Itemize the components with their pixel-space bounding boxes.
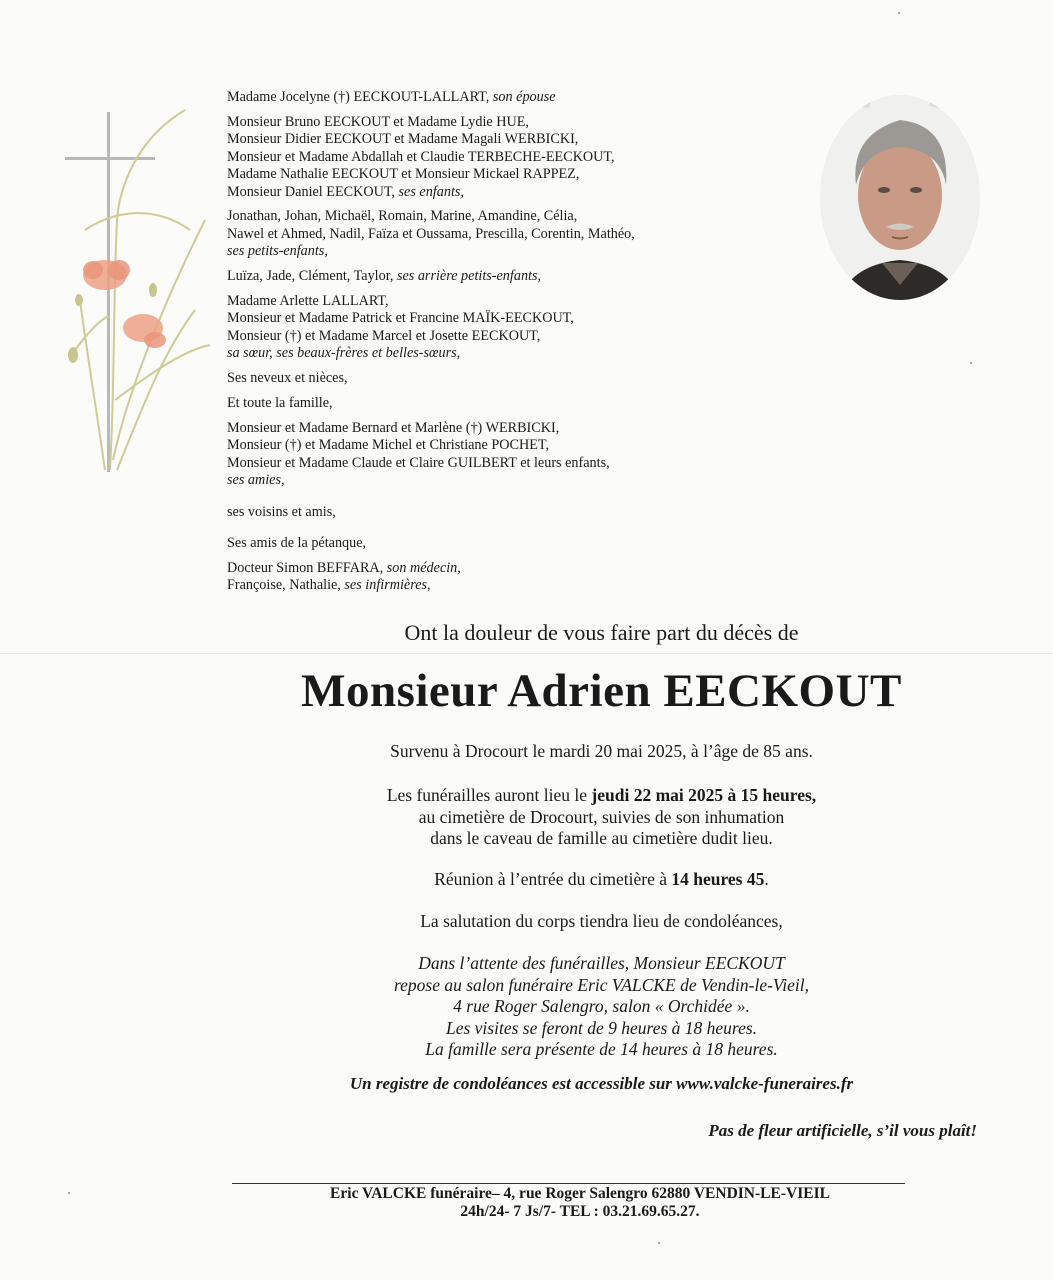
family-line bbox=[227, 243, 747, 260]
family-line bbox=[227, 395, 747, 412]
family-group bbox=[227, 504, 747, 521]
family-line bbox=[227, 89, 747, 106]
funeral-home-footer bbox=[0, 1185, 1053, 1221]
funeral-text: Les funérailles auront lieu le bbox=[386, 785, 592, 805]
family-text: Monsieur Didier EECKOUT et Madame Magali WERBICKI, bbox=[227, 131, 579, 148]
family-line bbox=[227, 455, 747, 472]
family-text: Madame Arlette LALLART, bbox=[227, 293, 389, 310]
family-text: ses amies, bbox=[227, 472, 285, 489]
family-text: Monsieur Daniel EECKOUT, bbox=[227, 183, 399, 200]
family-text: Ses neveux et nièces, bbox=[227, 370, 348, 387]
scan-speck bbox=[68, 1192, 70, 1194]
family-line bbox=[227, 208, 747, 225]
family-text: Nawel et Ahmed, Nadil, Faïza et Oussama, Prescilla, Corentin, Mathéo, bbox=[227, 225, 635, 242]
family-line bbox=[227, 472, 747, 489]
poppy-flowers-icon bbox=[68, 260, 166, 363]
family-group bbox=[227, 535, 747, 552]
family-text: Monsieur et Madame Bernard et Marlène (†) WERBICKI, bbox=[227, 420, 560, 436]
family-text: Monsieur et Madame Patrick et Francine MAÏK-EECKOUT, bbox=[227, 310, 574, 327]
funeral-home-line: Dans l’attente des funérailles, Monsieur EECKOUT bbox=[418, 953, 785, 973]
family-text: Monsieur et Madame Abdallah et Claudie TERBECHE-EECKOUT, bbox=[227, 148, 615, 165]
family-line bbox=[227, 268, 747, 285]
family-text: Et toute la famille, bbox=[227, 395, 333, 412]
paper-fold-line bbox=[0, 653, 1053, 654]
footer-contact: 24h/24- 7 Js/7- TEL : 03.21.69.65.27. bbox=[460, 1203, 700, 1220]
family-line bbox=[227, 328, 747, 345]
family-line bbox=[227, 226, 747, 243]
family-text: ses voisins et amis, bbox=[227, 503, 336, 520]
family-text: Monsieur (†) et Madame Marcel et Josette EECKOUT, bbox=[227, 327, 541, 344]
family-text: Monsieur Bruno EECKOUT et Madame Lydie HUE, bbox=[227, 113, 529, 130]
family-group bbox=[227, 420, 747, 490]
family-text: Monsieur (†) et Madame Michel et Christiane POCHET, bbox=[227, 437, 550, 454]
family-line bbox=[227, 504, 747, 521]
funeral-home-line: repose au salon funéraire Eric VALCKE de Vendin-le-Vieil, bbox=[393, 974, 810, 995]
family-line bbox=[227, 577, 747, 594]
announcement-intro: Ont la douleur de vous faire part du décès de bbox=[404, 620, 799, 645]
family-text: Madame Nathalie EECKOUT et Monsieur Mickael RAPPEZ, bbox=[227, 166, 580, 183]
family-group bbox=[227, 268, 747, 285]
family-group bbox=[227, 370, 747, 387]
family-group bbox=[227, 293, 747, 363]
funeral-details bbox=[75, 785, 1053, 850]
family-group bbox=[227, 89, 747, 106]
family-group bbox=[227, 395, 747, 412]
family-text: Docteur Simon BEFFARA, bbox=[227, 559, 387, 576]
condolence-register: Un registre de condoléances est accessible sur www.valcke-funeraires.fr bbox=[349, 1074, 854, 1093]
funeral-text: dans le caveau de famille au cimetière dudit lieu. bbox=[430, 828, 773, 848]
family-line bbox=[227, 310, 747, 327]
family-line bbox=[227, 293, 747, 310]
funeral-text: jeudi 22 mai 2025 à 15 heures, bbox=[591, 785, 817, 805]
salutation-note: La salutation du corps tiendra lieu de condoléances, bbox=[420, 911, 783, 931]
family-text: Luïza, Jade, Clément, Taylor, bbox=[227, 268, 397, 285]
family-text: sa sœur, ses beaux-frères et belles-sœurs, bbox=[227, 345, 461, 362]
family-line bbox=[227, 114, 747, 131]
scan-speck bbox=[970, 362, 972, 364]
meeting-text: 14 heures 45 bbox=[671, 869, 765, 889]
meeting-text: Réunion à l’entrée du cimetière à bbox=[434, 869, 672, 889]
portrait-photo bbox=[820, 95, 980, 300]
funeral-line bbox=[75, 828, 1053, 850]
family-text: son épouse bbox=[492, 89, 556, 105]
family-text: Madame Jocelyne (†) EECKOUT-LALLART, bbox=[227, 89, 493, 105]
cross-icon bbox=[65, 112, 155, 472]
cross-poppy-decoration bbox=[55, 100, 215, 490]
family-text: ses enfants, bbox=[398, 183, 464, 200]
family-line bbox=[227, 149, 747, 166]
family-line bbox=[227, 345, 747, 362]
family-text: Monsieur et Madame Claude et Claire GUILBERT et leurs enfants, bbox=[227, 454, 610, 471]
wheat-stems-icon bbox=[75, 110, 210, 470]
family-text: Ses amis de la pétanque, bbox=[227, 535, 367, 552]
deceased-name: Monsieur Adrien EECKOUT bbox=[301, 665, 902, 717]
meeting-text: . bbox=[764, 869, 769, 889]
family-line bbox=[227, 420, 747, 437]
family-line bbox=[227, 560, 747, 577]
scan-speck bbox=[658, 1242, 660, 1244]
death-notice: Survenu à Drocourt le mardi 20 mai 2025, à l’âge de 85 ans. bbox=[390, 741, 813, 761]
scan-speck bbox=[898, 12, 900, 14]
family-text: ses arrière petits-enfants, bbox=[396, 268, 542, 285]
family-text: ses infirmières, bbox=[344, 577, 431, 594]
funeral-home-line: 4 rue Roger Salengro, salon « Orchidée ». bbox=[453, 996, 750, 1016]
funeral-line bbox=[75, 807, 1053, 829]
funeral-home-line: Les visites se feront de 9 heures à 18 heures. bbox=[445, 1017, 758, 1038]
family-line bbox=[227, 535, 747, 552]
family-text: son médecin, bbox=[386, 559, 461, 576]
family-text: ses petits-enfants, bbox=[227, 243, 328, 260]
family-group bbox=[227, 560, 747, 595]
footer-divider bbox=[232, 1183, 905, 1184]
meeting-details bbox=[75, 869, 1053, 891]
family-line bbox=[227, 370, 747, 387]
funeral-home-details bbox=[75, 953, 1053, 1061]
family-group bbox=[227, 208, 747, 260]
family-group bbox=[227, 114, 747, 201]
no-artificial-flowers-note: Pas de fleur artificielle, s’il vous plaît! bbox=[708, 1121, 977, 1140]
family-text: Françoise, Nathalie, bbox=[227, 577, 345, 594]
funeral-home-line: La famille sera présente de 14 heures à 18 heures. bbox=[425, 1039, 778, 1059]
family-list bbox=[227, 89, 747, 602]
funeral-line bbox=[75, 785, 1053, 807]
family-line bbox=[227, 184, 747, 201]
footer-address: Eric VALCKE funéraire– 4, rue Roger Salengro 62880 VENDIN-LE-VIEIL bbox=[330, 1185, 830, 1202]
funeral-text: au cimetière de Drocourt, suivies de son inhumation bbox=[418, 806, 785, 827]
family-text: Jonathan, Johan, Michaël, Romain, Marine, Amandine, Célia, bbox=[227, 208, 578, 225]
family-line bbox=[227, 166, 747, 183]
family-line bbox=[227, 131, 747, 148]
family-line bbox=[227, 437, 747, 454]
